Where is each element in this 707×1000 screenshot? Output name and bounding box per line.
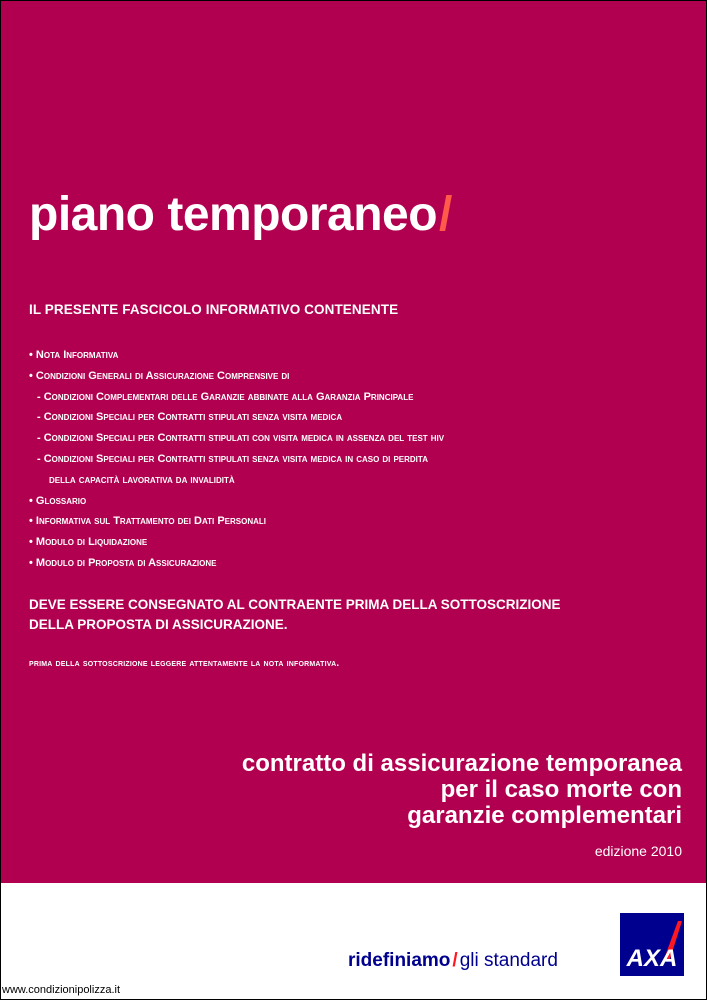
- contents-list: [29, 345, 444, 574]
- document-title-text: piano temporaneo: [29, 188, 438, 241]
- slogan-rest-text: gli standard: [459, 950, 558, 971]
- axa-logo-icon: [620, 913, 684, 976]
- contents-list-item: • Informativa sul Trattamento dei Dati Personali: [29, 515, 267, 528]
- slogan-bold-text: ridefiniamo: [348, 950, 451, 971]
- contents-list-item: - Condizioni Speciali per Contratti stipulati senza visita medica in caso di perdita: [37, 452, 428, 465]
- reading-note: prima della sottoscrizione leggere attentamente la nota informativa.: [29, 658, 340, 669]
- contents-list-item: • Modulo di Liquidazione: [29, 536, 148, 549]
- edition-label: edizione 2010: [594, 843, 682, 859]
- site-url: www.condizionipolizza.it: [2, 984, 120, 996]
- delivery-notice-line-1: DEVE ESSERE CONSEGNATO AL CONTRAENTE PRIMA DELLA SOTTOSCRIZIONE: [29, 597, 561, 612]
- contract-subtitle-line-1: contratto di assicurazione temporanea: [241, 750, 682, 777]
- document-title: [29, 189, 452, 242]
- contents-list-item: della capacità lavorativa da invalidità: [49, 473, 235, 486]
- cover-panel: [1, 1, 706, 883]
- contents-list-item: • Glossario: [29, 494, 87, 507]
- axa-logo-text: AXA: [626, 945, 678, 972]
- delivery-notice-line-2: DELLA PROPOSTA DI ASSICURAZIONE.: [29, 617, 288, 632]
- contents-list-item: - Condizioni Speciali per Contratti stipulati senza visita medica: [37, 411, 343, 424]
- title-slash-icon: /: [439, 188, 452, 241]
- slogan-slash-icon: /: [452, 950, 458, 971]
- contract-subtitle: [242, 751, 682, 829]
- intro-heading: IL PRESENTE FASCICOLO INFORMATIVO CONTENENTE: [29, 302, 399, 317]
- contract-subtitle-line-3: garanzie complementari: [407, 802, 682, 829]
- delivery-notice: [29, 595, 561, 635]
- contents-list-item: • Nota Informativa: [29, 349, 119, 361]
- contents-list-item: - Condizioni Speciali per Contratti stipulati con visita medica in assenza del test hiv: [37, 432, 445, 445]
- contract-subtitle-line-2: per il caso morte con: [440, 776, 682, 803]
- contents-list-item: • Condizioni Generali di Assicurazione Comprensive di: [29, 369, 290, 382]
- contents-list-item: • Modulo di Proposta di Assicurazione: [29, 556, 217, 569]
- contents-list-item: - Condizioni Complementari delle Garanzie abbinate alla Garanzia Principale: [37, 390, 414, 403]
- brand-slogan: [348, 948, 558, 974]
